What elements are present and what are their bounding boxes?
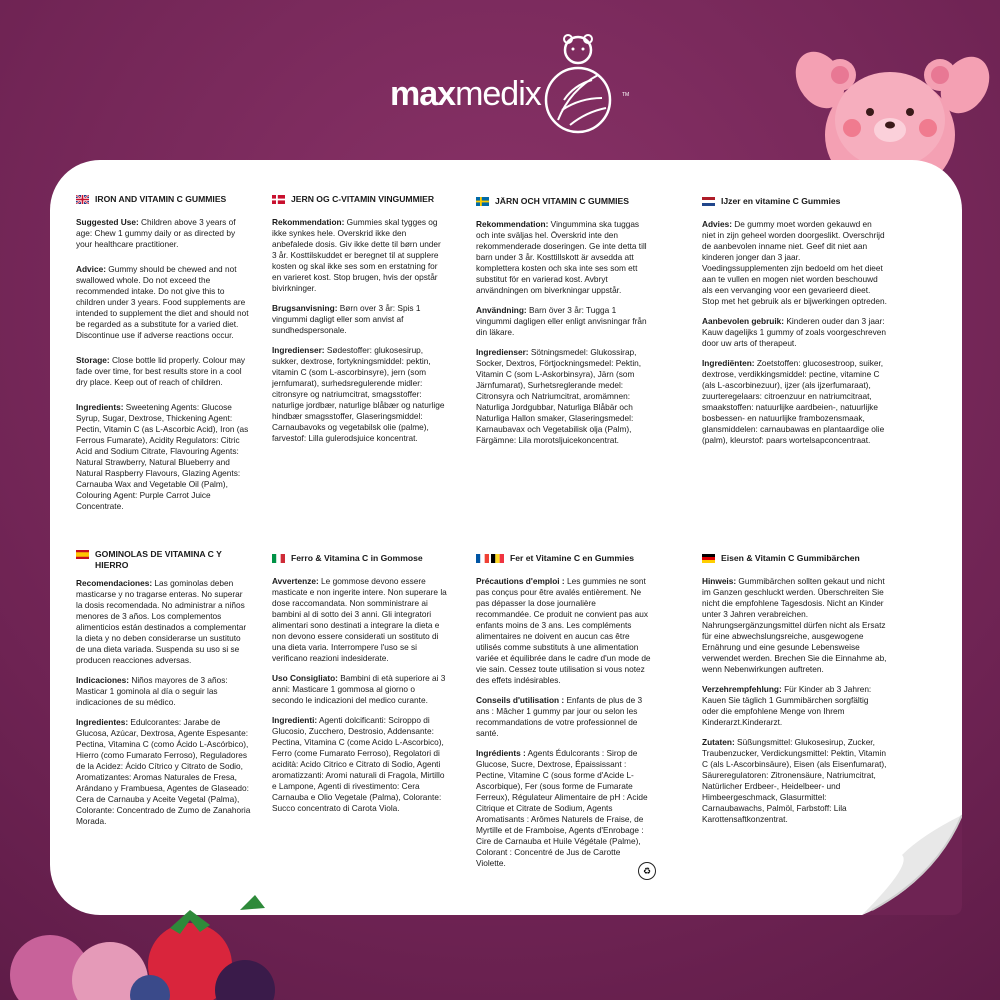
section-title: Ferro & Vitamina C in Gommose	[291, 553, 423, 563]
paragraph: Hinweis: Gummibärchen sollten gekaut und nicht im Ganzen geschluckt werden. Überschreiten Sie nicht die empfohlene Tagesdosis. Nicht an Kinder unter 3 Jahren verabreichen. Nahrungsergänzungsmittel dürfen nicht als Ersatz für eine abwechslungsreiche, ausgewogene Ernährung und eine gesunde Lebensweise verwendet werden. Brechen Sie die Einnahme ab, wenn Nebenwirkungen auftreten.	[702, 575, 887, 674]
paragraph: Aanbevolen gebruik: Kinderen ouder dan 3 jaar: Kauw dagelijks 1 gummy of zoals voorgeschreven door uw arts of therapeut.	[702, 315, 887, 348]
bear-leaf-logo-icon	[540, 30, 616, 142]
uk-flag-icon	[76, 195, 89, 204]
paragraph: Verzehrempfehlung: Für Kinder ab 3 Jahren: Kauen Sie täglich 1 Gummibärchen sorgfältig oder die empfohlene Menge von Ihrem Kinderarzt.Kinderarzt.	[702, 683, 872, 727]
section-title: JERN OG C-VITAMIN VINGUMMIER	[291, 194, 435, 204]
section-title: Eisen & Vitamin C Gummibärchen	[721, 553, 860, 563]
section-english	[76, 194, 251, 521]
paragraph: Indicaciones: Niños mayores de 3 años: Masticar 1 gominola al día o seguir las indicaciones de su médico.	[76, 675, 228, 707]
berries-decoration-icon	[0, 880, 330, 1000]
netherlands-flag-icon	[702, 197, 715, 206]
recycle-icon: ♻	[638, 862, 656, 880]
italy-flag-icon	[272, 554, 285, 563]
paragraph: Uso Consigliato: Bambini di età superiore ai 3 anni: Masticare 1 gommosa al giorno o secondo le indicazioni del medico curante.	[272, 672, 446, 705]
paragraph: Ingredienser: Sötningsmedel: Glukossirap, Socker, Dextros, Förtjockningsmedel: Pektin, Vitamin C (som L-Askorbinsyra), Järn (som Järnfumarat), Surhetsreglerande medel: Citronsyra och Natriumcitrat, aromämnen: Naturliga Jordgubbar, Naturliga Blåbär och Naturliga Hallon smaker, Glaseringsmedel: Karnaubavax och Vegetabilisk olja (Palm), Färgämne: Lila morotsljuicekoncentrat.	[476, 346, 642, 445]
paragraph: Rekommendation: Gummies skal tygges og ikke synkes hele. Overskrid ikke den anbefalede dosis. Giv ikke dette til børn under 3 år. Kosttilskuddet er beregnet til at supplere kosten og skal ikke ses som en erstatning for en varieret kost. Stop brugen, hvis der opstår bivirkninger.	[272, 216, 441, 293]
section-title: Fer et Vitamine C en Gummies	[510, 553, 635, 563]
paragraph: Zutaten: Süßungsmittel: Glukosesirup, Zucker, Traubenzucker, Verdickungsmittel: Pektin, Vitamin C (als L-Ascorbinsäure), Eisen (als Eisenfumarat), Säureregulatoren: Zitronensäure, Natriumcitrat, Natürlicher Erdbeer-, Heidelbeer- und Himbeergeschmack, Glasurmittel: Carnaubawachs, Palmöl, Farbstoff: Lila Karottensaftkonzentrat.	[702, 736, 887, 824]
paragraph: Advies: De gummy moet worden gekauwd en niet in zijn geheel worden doorgeslikt. Overschrijd de aanbevolen inname niet. Geef dit niet aan kinderen jonger dan 3 jaar. Voedingssupplementen zijn bedoeld om het dieet aan te vullen en mogen niet worden beschouwd als een vervanging voor een gevarieerd dieet. Stop met het gebruik als er bijwerkingen optreden.	[702, 218, 887, 306]
paragraph: Storage: Close bottle lid properly. Colour may fade over time, for best results store in a cool dry place. Keep out of reach of children.	[76, 354, 246, 387]
paragraph: Ingrediënten: Zoetstoffen: glucosestroop, suiker, dextrose, verdikkingsmiddel: pectine, vitamine C (als L-ascorbinezuur), ijzer (als ijzerfumaraat), zuurteregelaars: citroenzuur en natriumcitraat, smaakstoffen: natuurlijke aardbeien-, natuurlijke bosbessen- en natuurlijke frambozensmaak, glansmiddelen: carnaubawas en plantaardige olie (palm), kleurstof: paars wortelsapconcentraat.	[702, 357, 885, 445]
section-dutch	[702, 196, 887, 455]
section-swedish	[476, 196, 651, 455]
brand-wordmark: maxmedix	[390, 75, 541, 113]
section-title: IRON AND VITAMIN C GUMMIES	[95, 194, 227, 204]
spain-flag-icon	[76, 550, 89, 559]
paragraph: Brugsanvisning: Børn over 3 år: Spis 1 vingummi dagligt eller som anvist af sundhedspersonale.	[272, 302, 421, 335]
paragraph: Användning: Barn över 3 år: Tugga 1 vingummi dagligen eller enligt anvisningar från din läkare.	[476, 304, 647, 337]
paragraph: Ingrédients : Agents Édulcorants : Sirop de Glucose, Sucre, Dextrose, Épaississant : Pectine, Vitamine C (sous forme d'Acide L-Ascorbique), Fer (sous forme de Fumarate Ferreux), Régulateur Alimentaire de pH : Acide Citrique et Citrate de Sodium, Agents Aromatisants : Arômes Naturels de Fraise, de Myrtille et de Framboise, Agents d'Enrobage : Cire de Carnauba et Huile Végétale (Palme), Colorant : Concentré de Jus de Carotte Violette.	[476, 747, 648, 868]
section-title: JÄRN OCH VITAMIN C GUMMIES	[495, 196, 629, 206]
section-italian	[272, 553, 447, 823]
section-title: IJzer en vitamine C Gummies	[721, 196, 841, 206]
paragraph: Ingredientes: Edulcorantes: Jarabe de Glucosa, Azúcar, Dextrosa, Agente Espesante: Pectina, Vitamina C (como Ácido L-Ascórbico), Hierro (como Fumarato Ferroso), Reguladores de la Acidez: Ácido Cítrico y Citrato de Sodio, Aromatizantes: Aromas Naturales de Fresa, Arándano y Frambuesa, Agentes de Glaseado: Cera de Carnauba y Aceite Vegetal (Palma), Colorante: Concentrado de Zumo de Zanahoria Morada.	[76, 717, 251, 826]
paragraph: Ingredienti: Agenti dolcificanti: Sciroppo di Glucosio, Zucchero, Destrosio, Addensante: Pectina, Vitamina C (come Acido L-Ascorbico), Ferro (come Fumarato Ferroso), Regolatori di acidità: Acido Citrico e Citrato di Sodio, Agenti aromatizzanti: Aromi naturali di Fragola, Mirtillo e Lampone, Agenti di rivestimento: Cera Carnauba e Olio Vegetale (Palma), Colorante: Succo concentrato di Carota Viola.	[272, 714, 445, 813]
trademark: TM	[622, 92, 630, 98]
paragraph: Précautions d'emploi : Les gummies ne sont pas conçus pour être avalés entièrement. Ne pas dépasser la dose journalière recommandée. Ce produit ne convient pas aux enfants moins de 3 ans. Les compléments alimentaires ne doivent en aucun cas être utilisés comme substituts à une alimentation variée et équilibrée dans le cadre d'un mode de vie sain. Cessez toute utilisation si vous notez des effets indésirables.	[476, 575, 651, 685]
paragraph: Ingredienser: Sødestoffer: glukosesirup, sukker, dextrose, fortykningsmiddel: pektin, vitamin C (som L-ascorbinsyre), jern (som jernfumarat), surhedsregulerende midler: citronsyre og natriumcitrat, smagsstoffer: naturlige jordbær, naturlige blåbær og naturlige hindbær smagsstoffer, Glaseringsmiddel: Carnaubavoks og vegetabilsk olie (palme), farvestof: Lilla gulerodsjuice koncentrat.	[272, 344, 445, 443]
paragraph: Ingredients: Sweetening Agents: Glucose Syrup, Sugar, Dextrose, Thickening Agent: Pectin, Vitamin C (as L-Ascorbic Acid), Iron (as Ferrous Fumarate), Acidity Regulators: Citric Acid and Sodium Citrate, Flavouring Agents: Natural Strawberry, Natural Blueberry and Natural Raspberry Flavours, Glazing Agents: Carnauba Wax and Vegetable Oil (Palm), Colouring Agent: Purple Carrot Juice Concentrate.	[76, 401, 249, 511]
sweden-flag-icon	[476, 197, 489, 206]
paragraph: Rekommendation: Vingummina ska tuggas och inte sväljas hel. Överskrid inte den rekommenderade doseringen. Ge inte detta till barn under 3 år. Kosttillskott är avsedda att komplettera kosten och ska inte ses som ett substitut för en varierad kost. Avbryt användningen om biverkningar uppstår.	[476, 218, 647, 295]
paragraph: Avvertenze: Le gommose devono essere masticate e non ingerite intere. Non superare la dose raccomandata. Non somministrare ai bambini al di sotto dei 3 anni. Gli integratori alimentari sono destinati a integrare la dieta e non devono essere considerati un sostituto di una dieta varia. Interrompere l'uso se si verificano reazioni indesiderate.	[272, 575, 447, 663]
denmark-flag-icon	[272, 195, 285, 204]
paragraph: Conseils d'utilisation : Enfants de plus de 3 ans : Mâcher 1 gummy par jour ou selon les recommandations de votre professionnel de santé.	[476, 694, 643, 738]
paragraph: Suggested Use: Children above 3 years of age: Chew 1 gummy daily or as directed by your healthcare practitioner.	[76, 216, 236, 249]
section-title: GOMINOLAS DE VITAMINA C Y HIERRO	[95, 549, 222, 570]
section-danish	[272, 194, 447, 453]
section-spanish	[76, 549, 251, 836]
paragraph: Recomendaciones: Las gominolas deben masticarse y no tragarse enteras. No superar la dosis recomendada. No administrar a niños menores de 3 años. Los complementos alimenticios están destinados a complementar la dieta y no deben considerarse un sustituto de una dieta variada. Suspenda su uso si se producen reacciones adversas.	[76, 578, 247, 665]
france-belgium-flag-icon	[476, 554, 504, 563]
section-french	[476, 553, 651, 878]
germany-flag-icon	[702, 554, 715, 563]
section-german	[702, 553, 887, 834]
paragraph: Advice: Gummy should be chewed and not swallowed whole. Do not exceed the recommended intake. Do not give this to children under 3 years. Food supplements are intended to supplement the diet and should not be regarded as a substitute for a varied diet. Discontinue use if adverse reactions occur.	[76, 263, 249, 340]
